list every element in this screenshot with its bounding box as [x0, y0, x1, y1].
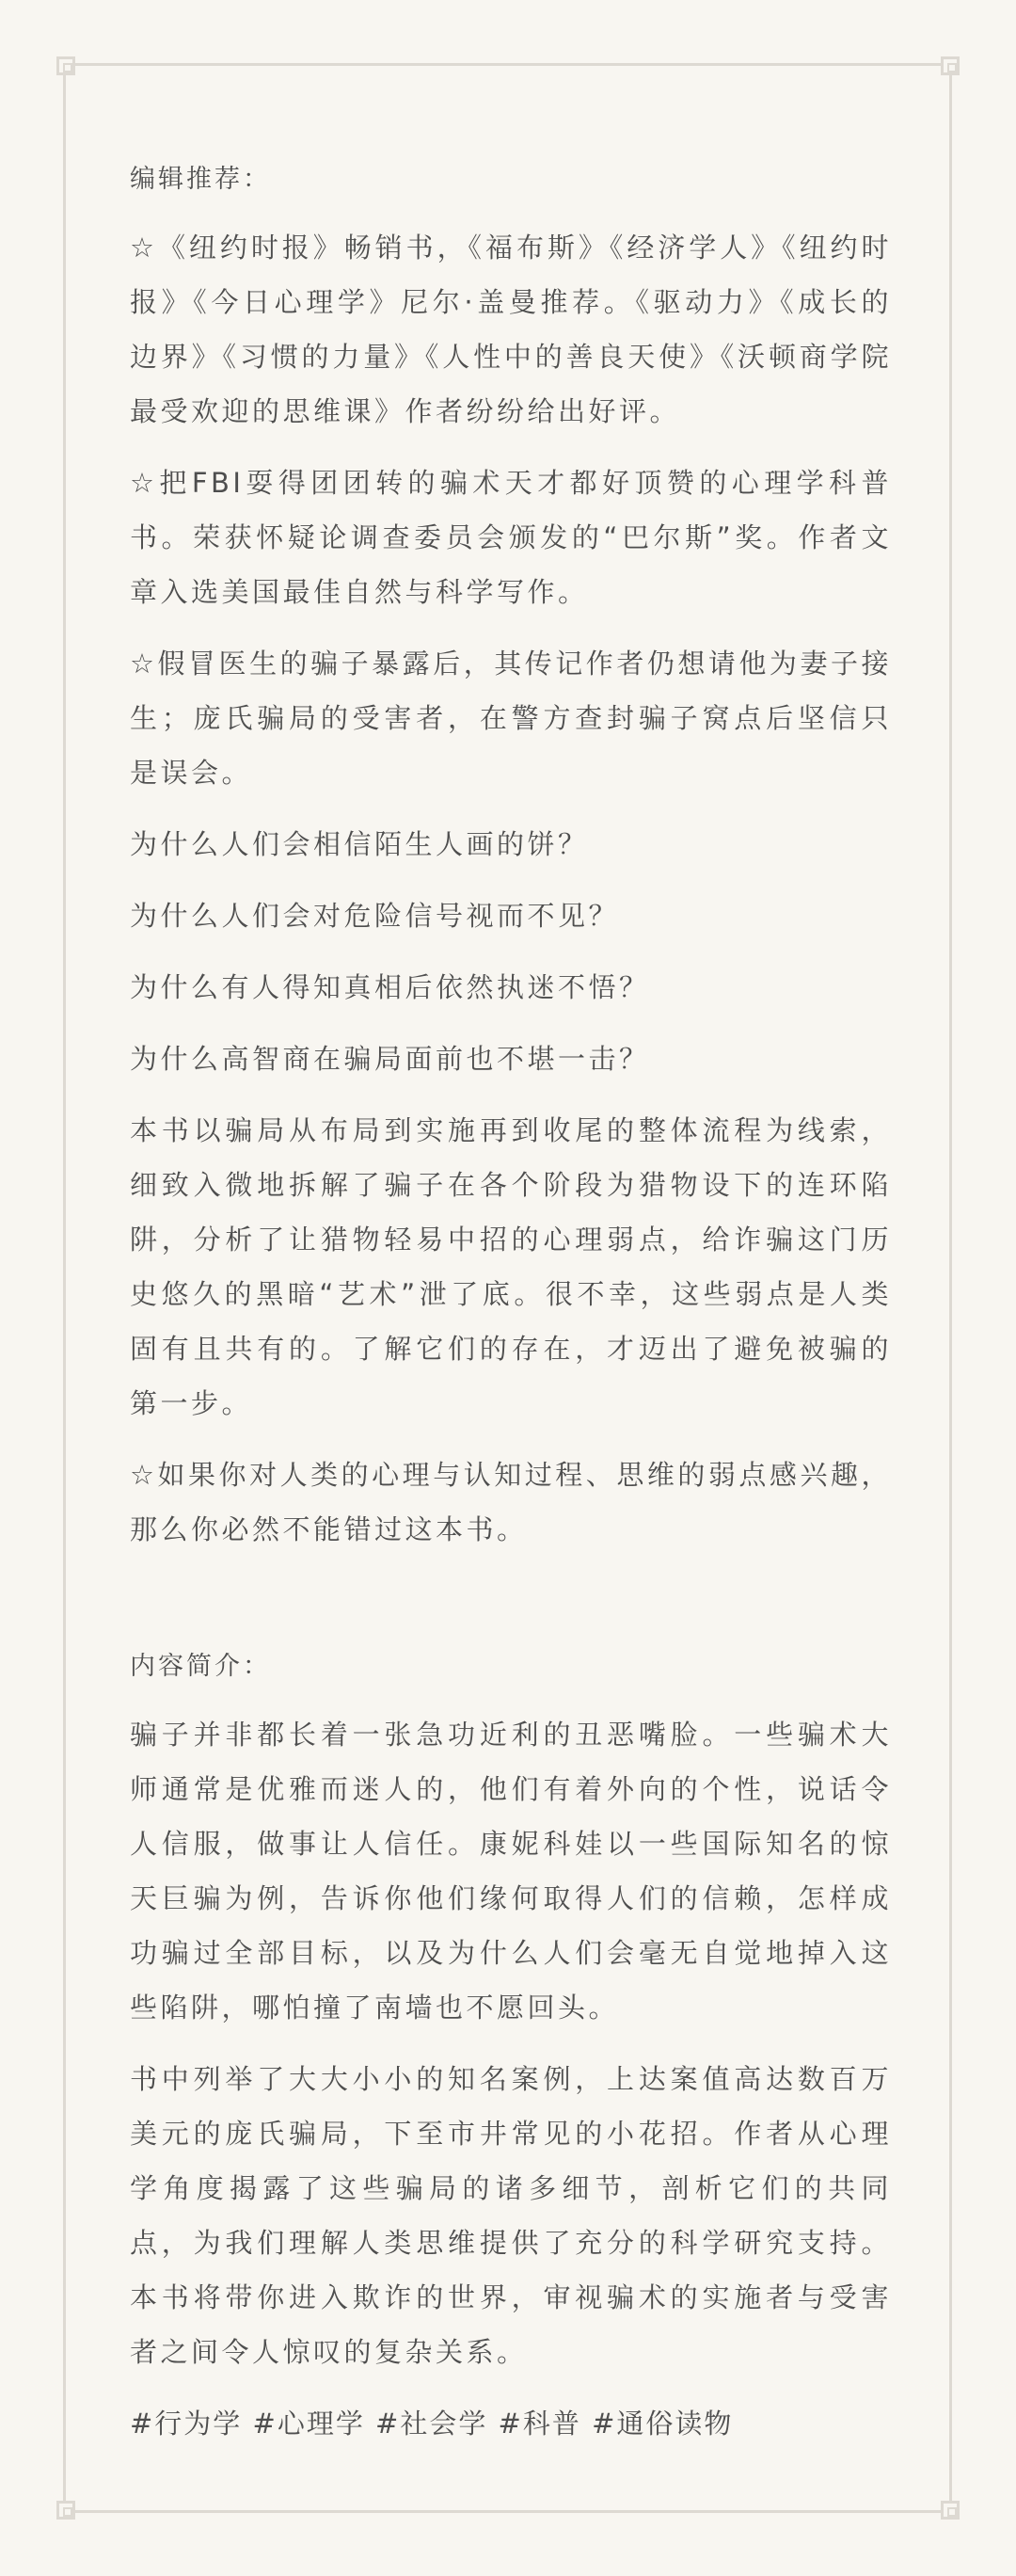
frame-corner-ornament [56, 2501, 75, 2520]
question-line: 为什么有人得知真相后依然执迷不悟？ [130, 971, 650, 1003]
section-spacer [130, 1574, 892, 1640]
summary-paragraph: 骗子并非都长着一张急功近利的丑恶嘴脸。一些骗术大师通常是优雅而迷人的，他们有着外向的个性，说话令人信服，做事让人信任。康妮科娃以一些国际知名的惊天巨骗为例，告诉你他们缘何取得人们的信赖，怎样成功骗过全部目标，以及为什么人们会毫无自觉地掉入这些陷阱，哪怕撞了南墙也不愿回头。 [130, 1719, 892, 2024]
content-summary-heading: 内容简介： [130, 1652, 271, 1681]
question-line: 为什么人们会对危险信号视而不见？ [130, 900, 620, 932]
frame-corner-ornament [56, 56, 75, 75]
question-line: 为什么高智商在骗局面前也不堪一击？ [130, 1043, 650, 1075]
frame-corner-ornament [941, 2501, 960, 2520]
topic-tags: #行为学 #心理学 #社会学 #科普 #通俗读物 [130, 2408, 734, 2440]
recommendation-paragraph: ☆把FBI耍得团团转的骗术天才都好顶赞的心理学科普书。荣获怀疑论调查委员会颁发的“巴尔斯”奖。作者文章入选美国最佳自然与科学写作。 [130, 467, 892, 608]
recommendation-paragraph: ☆《纽约时报》畅销书，《福布斯》《经济学人》《纽约时报》《今日心理学》尼尔·盖曼推荐。《驱动力》《成长的边界》《习惯的力量》《人性中的善良天使》《沃顿商学院最受欢迎的思维课》作者纷纷给出好评。 [130, 232, 892, 427]
frame-corner-ornament [941, 56, 960, 75]
question-line: 为什么人们会相信陌生人画的饼？ [130, 828, 589, 860]
recommendation-paragraph: ☆假冒医生的骗子暴露后，其传记作者仍想请他为妻子接生；庞氏骗局的受害者，在警方查封骗子窝点后坚信只是误会。 [130, 648, 892, 789]
book-description [130, 152, 892, 2451]
editor-recommendation-heading: 编辑推荐： [130, 165, 271, 194]
book-overview-paragraph: 本书以骗局从布局到实施再到收尾的整体流程为线索，细致入微地拆解了骗子在各个阶段为猎物设下的连环陷阱，分析了让猎物轻易中招的心理弱点，给诈骗这门历史悠久的黑暗“艺术”泄了底。很不幸，这些弱点是人类固有且共有的。了解它们的存在，才迈出了避免被骗的第一步。 [130, 1114, 892, 1419]
summary-paragraph: 书中列举了大大小小的知名案例，上达案值高达数百万美元的庞氏骗局，下至市井常见的小花招。作者从心理学角度揭露了这些骗局的诸多细节，剖析它们的共同点，为我们理解人类思维提供了充分的科学研究支持。本书将带你进入欺诈的世界，审视骗术的实施者与受害者之间令人惊叹的复杂关系。 [130, 2063, 892, 2368]
recommendation-paragraph: ☆如果你对人类的心理与认知过程、思维的弱点感兴趣，那么你必然不能错过这本书。 [130, 1459, 892, 1545]
